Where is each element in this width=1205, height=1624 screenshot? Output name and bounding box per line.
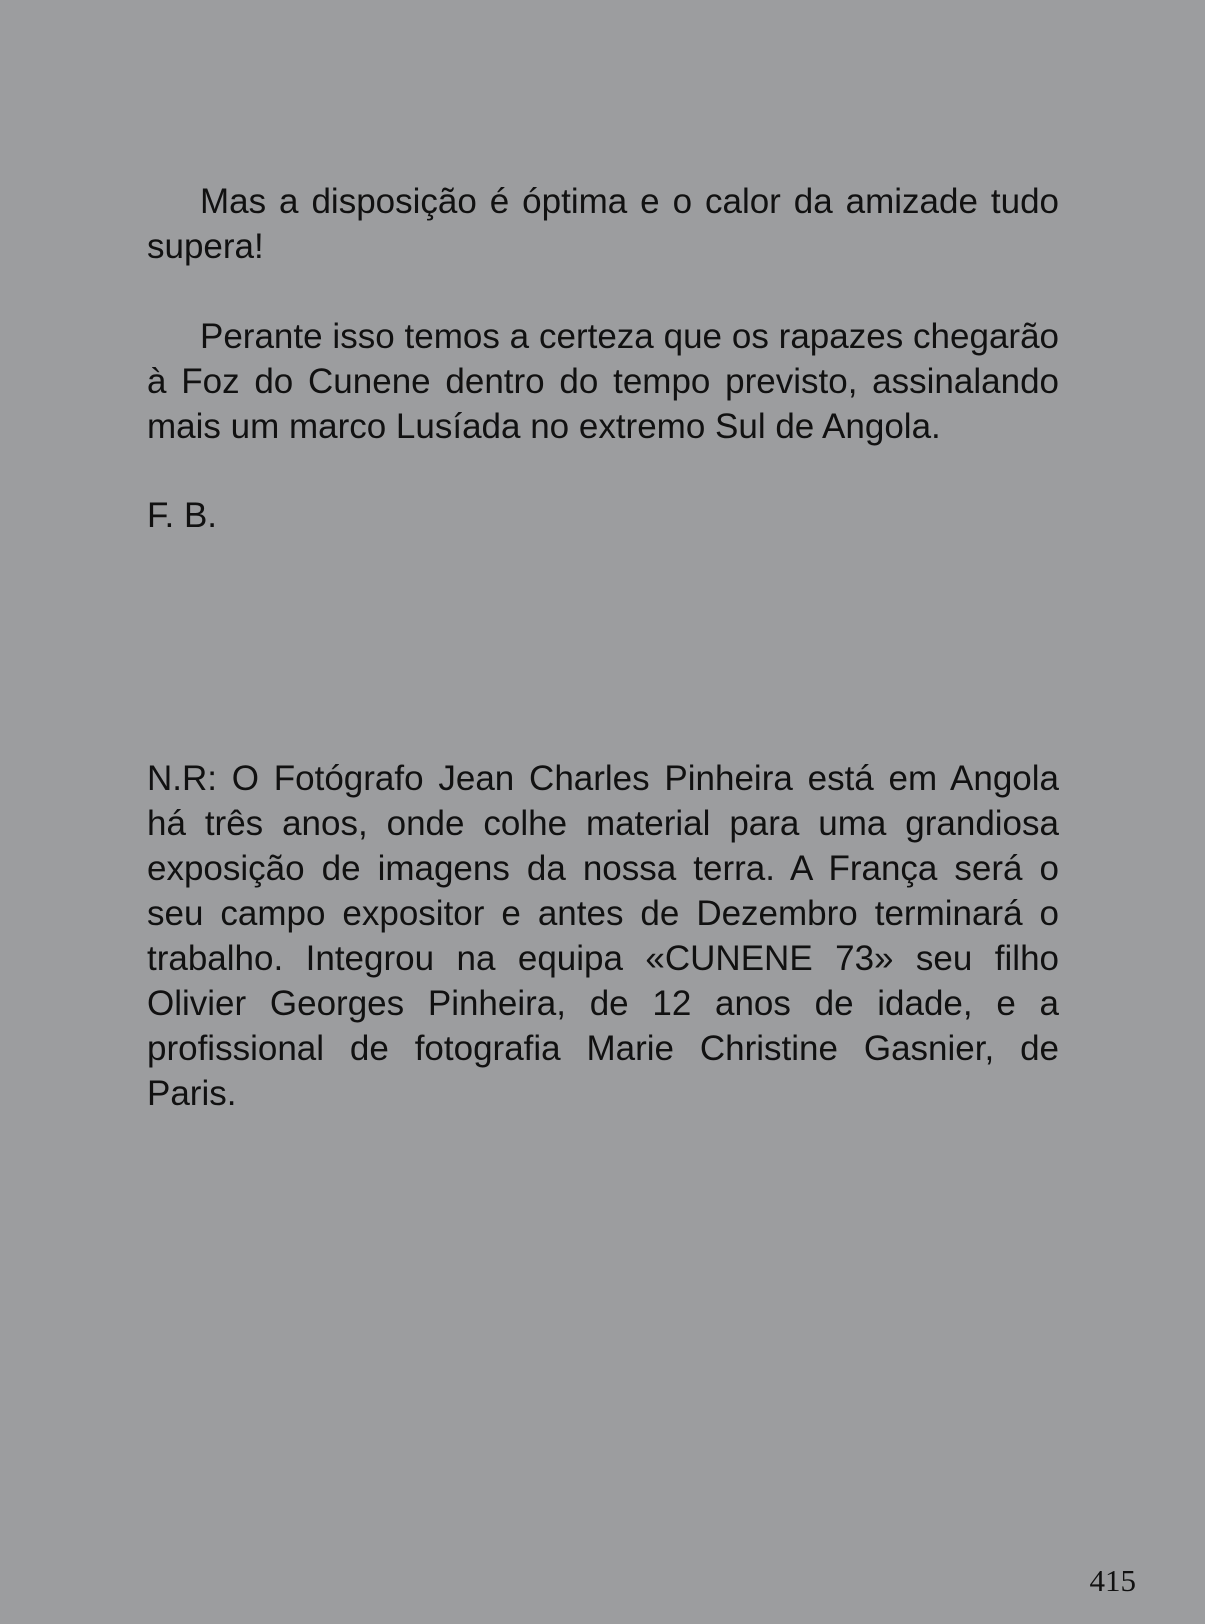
paragraph-disposicao: Mas a disposição é óptima e o calor da amizade tudo supera! xyxy=(147,182,1059,266)
signature: F. B. xyxy=(147,496,218,535)
paragraph-perante: Perante isso temos a certeza que os rapazes chegarão à Foz do Cunene dentro do tempo previsto, assinalando mais um marco Lusíada no extremo Sul de Angola. xyxy=(147,317,1059,446)
editor-note: N.R: O Fotógrafo Jean Charles Pinheira está em Angola há três anos, onde colhe material para uma grandiosa exposição de imagens da nossa terra. A França será o seu campo expositor e antes de Dezembro terminará o trabalho. Integrou na equipa «CUNENE 73» seu filho Olivier Georges Pinheira, de 12 anos de idade, e a profissional de fotografia Marie Christine Gasnier, de Paris. xyxy=(147,759,1059,1113)
page-number: 415 xyxy=(1089,1563,1136,1598)
